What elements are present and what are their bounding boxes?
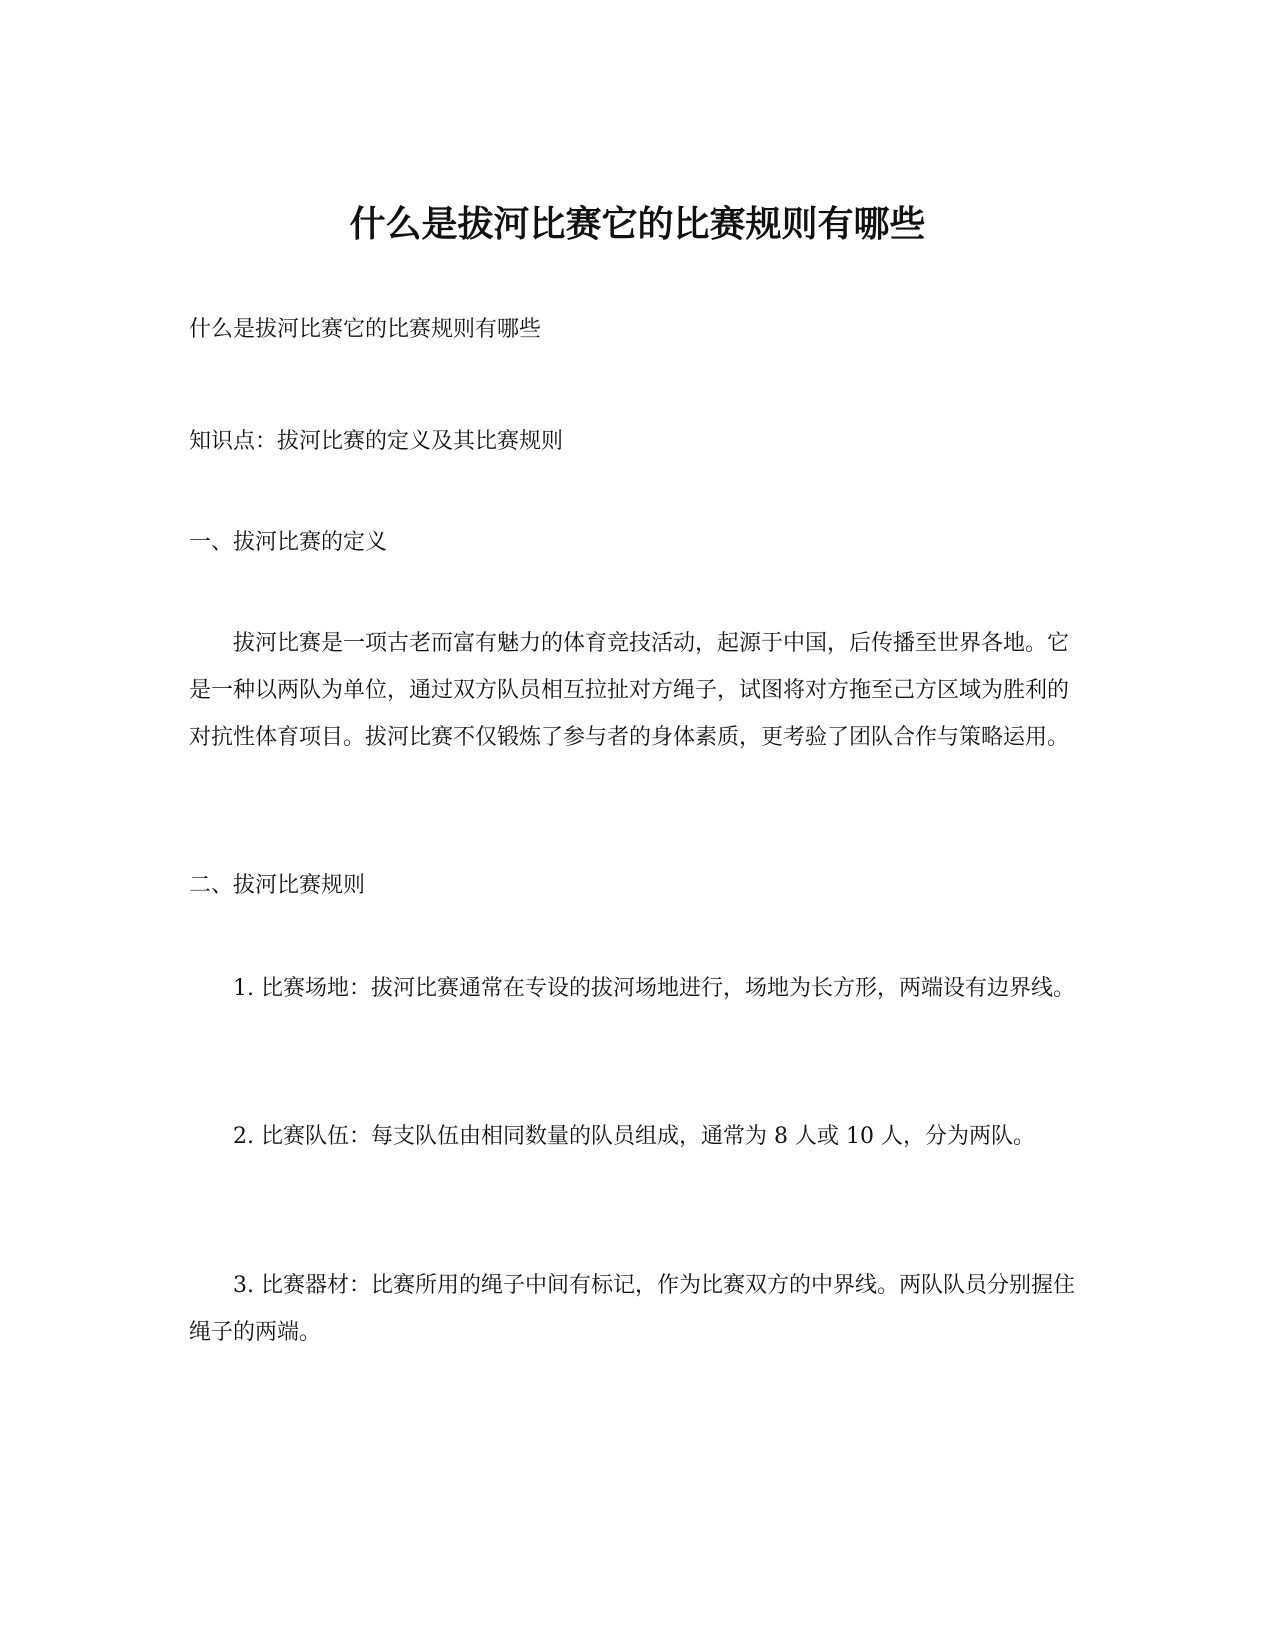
rule-item: 2. 比赛队伍：每支队伍由相同数量的队员组成，通常为 8 人或 10 人，分为两队。 <box>233 1124 1035 1149</box>
section2-heading: 二、拔河比赛规则 <box>189 873 366 898</box>
document-title: 什么是拔河比赛它的比赛规则有哪些 <box>349 203 926 245</box>
knowledge-point: 知识点：拔河比赛的定义及其比赛规则 <box>189 429 564 454</box>
rule-item: 3. 比赛器材：比赛所用的绳子中间有标记，作为比赛双方的中界线。两队队员分别握住绳子的两端。 <box>189 1273 1075 1345</box>
document-subtitle: 什么是拔河比赛它的比赛规则有哪些 <box>189 317 542 342</box>
section1-heading: 一、拔河比赛的定义 <box>189 530 388 555</box>
rule-item: 1. 比赛场地：拔河比赛通常在专设的拔河场地进行，场地为长方形，两端设有边界线。 <box>233 976 1075 1001</box>
section1-paragraph: 拔河比赛是一项古老而富有魅力的体育竞技活动，起源于中国，后传播至世界各地。它是一种以两队为单位，通过双方队员相互拉扯对方绳子，试图将对方拖至己方区域为胜利的对抗性体育项目。拔河比赛不仅锻炼了参与者的身体素质，更考验了团队合作与策略运用。 <box>189 631 1070 750</box>
